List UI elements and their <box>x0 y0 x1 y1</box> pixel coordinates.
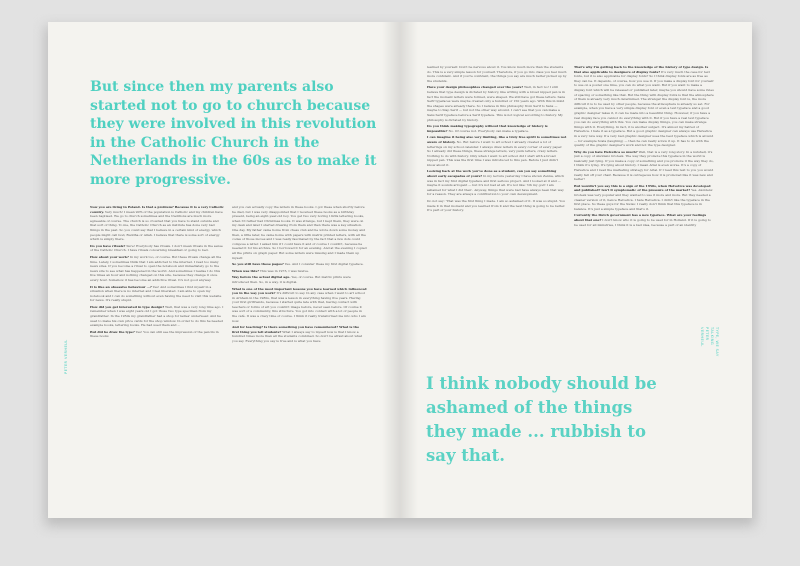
interview-question: When was this? <box>232 268 259 273</box>
interview-paragraph <box>90 285 225 303</box>
page-folio-right: TYPE, WE SAY TALKING PETER VERHEUL <box>700 327 719 357</box>
interview-question: How about your work? <box>90 254 129 259</box>
interview-answer: Yes. Akzidenz Grotesk was very popular and they wanted to use it more and more. But they needed a cleaner version of it, hence Helvetica. I hate Helvetica. I didn't like the typeface in the first place. So these guys for the Swiss: I really don't think that this typeface is in balance. It's just a simple typeface and that's it. <box>574 188 713 211</box>
interview-paragraph <box>574 213 714 227</box>
interview-answer: Yes! And sometimes I find myself in a situation when there is no internet and I feel liberated. I am able to open my notebook and I can do something without even having the need to visit this website for news. It's really stupid. <box>90 284 222 303</box>
interview-question: How did you get interested in type design? <box>90 304 165 309</box>
interview-paragraph <box>427 135 567 167</box>
interview-answer: Very much! I mean 90% of the population is Catholic and my children have been baptised. We go to church sometimes and the traditions are much more agreeable of course. The church is so crowded that you have to stand outside and that sort of thing. To me, the Catholic Church as an institute has done very bad things in the past. So you could say that I believe in a certain kind of energy, which people might call God, Buddha or Allah. I believe that there is some sort of energy which is simply there. <box>90 209 223 242</box>
interview-answer: Yes, of course. But matrix prints were introduced then. So, in a way, it is digital. <box>232 275 351 284</box>
interview-paragraph <box>574 65 714 148</box>
interview-question: What is one of the most important lessons you have learned which influenced you in the way you work? <box>232 286 367 296</box>
interview-paragraph <box>232 275 367 284</box>
interview-question: Have your design philosophies changed over the years? <box>427 85 524 90</box>
interview-question: But did he draw the type? <box>90 329 135 334</box>
interview-paragraph <box>232 287 367 324</box>
interview-paragraph <box>232 205 367 260</box>
interview-question: So you still have these pages? <box>232 262 284 267</box>
interview-paragraph <box>90 305 225 328</box>
interview-answer: In my lecture yesterday I have shown Zenna, which was in fact my first digital typeface and first serious project. And I looked at it and — maybe it sounds arrogant — but it's not bad at all. It's not like: 'Oh my god! I am ashamed for what I did then'. Anyway, things that were bad have always been that way for a reason. They are always a contribution to your own development. <box>427 174 565 197</box>
interview-answer: Well, in fact no! I still believe that type design is dictated by history, like writing with a broad nipped pen is in fact the moment letters were formed, were shaped. We still have got these letters. Sans Serif typefaces were maybe created only a hundred or 150 years ago. With this in mind the shapes were already there. So I believe in this philosophy from Serif to Sans — maybe to Slap Serif — but not the other way around. I can't see that you can make a Sans Serif typeface before a Serif typeface. This is not logical according to history. My philosophy is dictated by history. <box>427 85 566 122</box>
interview-answer: Yes. And I consider these my first digital typeface. <box>284 262 364 267</box>
interview-answer: What I always say to myself now is that I know a hundred times more than all the students combined. So don't be afraid about what you say. Everything you say is true and is what you have <box>232 329 363 344</box>
interview-paragraph <box>427 85 567 122</box>
interview-paragraph <box>232 269 367 274</box>
pull-quote: But since then my parents also started not to go to church because they were involved in this revolution in the Catholic Church in the Netherlands in the 60s as to make it more progressive. <box>90 79 377 188</box>
interview-answer: Yes! You can still see the impression of the pencils in these books <box>90 329 219 339</box>
interview-question: That's why I'm getting back to the knowledge of the history of type design. Is that also applicable to designers of display fonts? <box>574 65 709 74</box>
large-quote: I think nobody should be ashamed of the things they made ... rubbish to say that. <box>426 374 657 465</box>
interview-paragraph <box>427 124 567 133</box>
interview-question: And for teaching? Is there something you have remembered? What is the first thing you tell students? <box>232 325 360 334</box>
body-column-1 <box>90 205 225 495</box>
interview-paragraph <box>427 169 567 197</box>
gutter-shadow <box>382 22 400 518</box>
interview-paragraph <box>90 205 225 242</box>
interview-answer: Well, that is a very long story. In a nutshell, it's just a copy of Akzidenz Grotesk. The way they promote this typeface in the world is basically just lying. If you make a copy of something and you promote it the way they do, I think it's lying. It's lying about history. I mean Arial is even worse. It's a copy of Helvetica and I read the marketing strategy for Arial. If I read this text to you you would really fall off your chair. Because it is outrageous how it is promoted like it was new and better! <box>574 149 714 182</box>
interview-answer: It's difficult to say. In any case when I went to art school in Arnhem in the 1980s, that was a lesson in everything having five years. Having your first girlfriends, because I started quite late with that, having contact with teachers or forms of art you couldn't image before, never seen before. Of course it was sort of a community, this structure. You got into contact with a lot of people in the café. It was a crazy time of course. I think it really transformed me into who I am now. <box>232 291 366 323</box>
interview-answer: learned by yourself. Don't be nervous about it. You know much more than the students do. This is a very simple lesson for yourself. Therefore, if you go into class you feel much more confident. And if you're confident, the things you say are much better picked up by the students. <box>427 65 567 83</box>
interview-paragraph <box>232 325 367 343</box>
interview-paragraph <box>90 330 225 339</box>
page-folio: PETER VERHEUL <box>64 339 68 374</box>
interview-answer: In my work too, of course. But these rituals change all the time. Lately, I sometimes think that I am addicted to the internet. I read too many news sites. If you become a ritual to open the notebook and immediately go to the news site to see what has happened in the world. And sometimes I realise I do this five times an hour and nothing changed on this site, because they change it once every hour. Somehow it has become an addictive ritual. It's not good anyway. <box>90 254 222 282</box>
interview-answer: Do not say: 'That was the first thing I made. I am so ashamed of it. It was so stupid. You made it in that moment and you learned from it and the next thing is going to be better. It's part of your history. <box>427 199 566 213</box>
interview-answer: This was in 1973, I was twelve. <box>259 268 309 273</box>
interview-answer: I don't know who it is going to be used for in Holland. If it is going to be used for all ministries, I think it is a bad idea, because a part of an identity <box>574 218 711 227</box>
interview-answer: Sure! Everybody has rituals. I don't mean rituals in the sense of the Catholic Church. I have rituals concerning breakfast or going to bed. <box>90 243 223 253</box>
interview-question: Way before the actual digital age. <box>232 275 291 280</box>
interview-paragraph <box>232 262 367 267</box>
interview-answer: No. Of course not. Everybody can make a typeface. <box>448 128 529 133</box>
interview-paragraph <box>427 199 567 213</box>
body-column-2 <box>232 205 367 495</box>
interview-question: Why do you hate Helvetica so much? <box>574 149 638 154</box>
interview-answer: Well, that was a very long time ago. I remember when I was eight years old I got those two type specimen from my grandfather. In the 1950s my grandfather had a shop for ladies' underwear. And he used to make his own price cards for the shop window. In order to do this he needed example books, lettering books. He had used them and ... <box>90 304 224 328</box>
interview-paragraph <box>574 150 714 182</box>
interview-question: Currently the Dutch government has a new typeface. What are your feelings about that one? <box>574 213 707 222</box>
interview-answer: It's very much the case for text fonts, but it is also applicable for display fonts? So I think display fonts are as free as they can be. It depends, of course, how you use it. If you make a display font for yourself to use on a poster one time, you can do what you want. But if you want to make a display font which will be released or published later, maybe you should have some rules of spacing or something like that. But the thing with display fonts is that the atmosphere of them is already very much determined. The stranger the display font is, the more difficult it is to be used by other people, because the atmosphere is already so set. For example, when you have a very simple display font or even a text typeface and a good graphic designer takes it, it can be made into a beautiful thing. However, if you have a real display face you cannot do everything with it. But if you have a real text typeface you can do everything with this. You can make display things, you can make strange things with it. Everything. In fact, it is another subject. It's almost my hatred of Helvetica. I hate it as a typeface. But a good graphic designer can always use Helvetica in a very nice way. If a very bad graphic designer uses the best typeface which is around — for example Scala (laughing) — then he can really screw it up. It has to do with the quality of the graphic designer's work and not the type designer. <box>574 69 714 148</box>
interview-question: Now you are living in Poland. Is that a problem? Because it is a very Catholic country. <box>90 205 224 214</box>
interview-question: Looking back at the work you've done as a student, can you say something about early escapades of yours? <box>427 169 557 179</box>
interview-paragraph <box>574 184 714 212</box>
interview-question: Do you have rituals? <box>90 243 126 248</box>
interview-paragraph <box>90 244 225 253</box>
interview-question: I can imagine it being also very limiting, like a truly free spirit is sometimes not aware of history. <box>427 135 567 144</box>
left-page <box>48 22 400 518</box>
interview-question: It is like an obsessive behaviour ...? <box>90 284 152 289</box>
gutter-shadow-right <box>400 22 418 518</box>
interview-question: Do you think making typography without that knowledge of history is impossible? <box>427 124 548 133</box>
interview-paragraph <box>90 255 225 283</box>
interview-answer: and you can actually copy the letters in these books. I got these when shortly before he died, but I was very disappointed that I received these books as a birthday present, being an eight-year-old boy. You get two very boring 1920s lettering books, when I'd rather had Christmas books. It was strange, but I kept them, they were on my desk and later I started drawing from them and then there was a key situation. One day, My father came home from chess club and he wrote down some money and then, a little later, he came home with papers with matrix printed letters, with all the codes of those moves and I was really fascinated by the fact that a few dots could compose a letter. I asked him if I could have it and of course I couldn't, because he needed it for his archive. So I borrowed it for an evening. And at the evening I copied all the prints on graph paper. But some letters were missing and I made them up myself. <box>232 205 367 260</box>
interview-question: But wouldn't you say this is a sign of the 1950s, when Helvetica was developed and published? Isn't it symptomatic of the pressure of the market? <box>574 183 711 193</box>
interview-answer: No. But before I went to art school I already created a lot of letterings on my school calendar. I always drew letters in every corner of every paper. So I already did these things, these strange letters, very punk letters, crazy letters. Nothing to do with history. Only when I went to art school did I start with a broad nipped pen. This was the first time I was introduced to this pen. Before I just didn't know about it. <box>427 139 563 167</box>
interview-paragraph <box>427 65 567 83</box>
right-page <box>400 22 752 518</box>
